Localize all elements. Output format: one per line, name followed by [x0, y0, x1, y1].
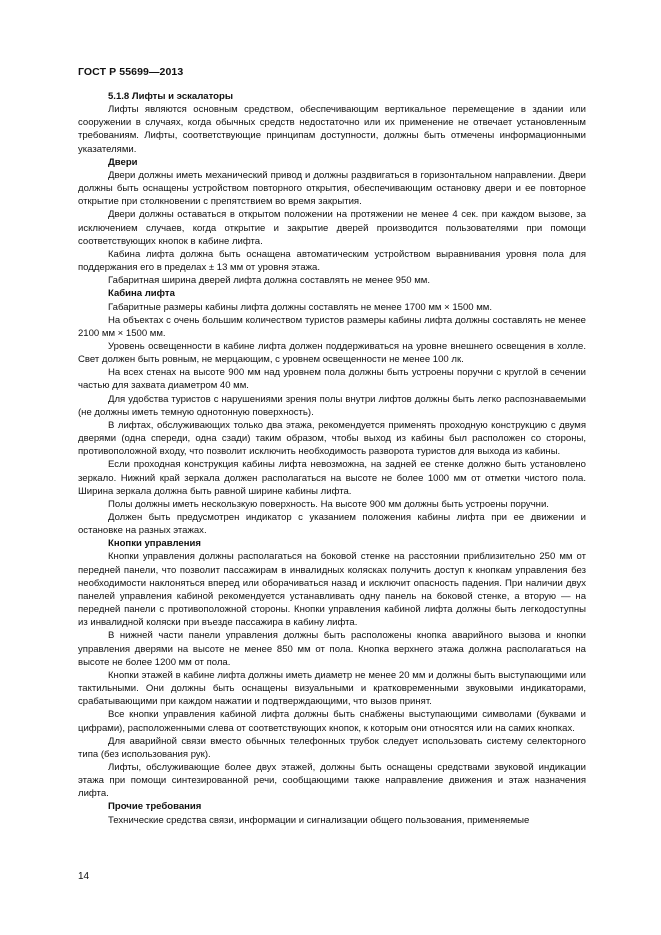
- standard-header: ГОСТ Р 55699—2013: [78, 66, 184, 78]
- paragraph: Уровень освещенности в кабине лифта должен поддерживаться на уровне внешнего освещения в холле. Свет должен быть ровным, не мерцающим, с уровнем освещенности не менее 100 лк.: [78, 340, 586, 366]
- section-title: 5.1.8 Лифты и эскалаторы: [108, 91, 233, 102]
- subheading-other: Прочие требования: [108, 801, 202, 813]
- document-body: [78, 90, 586, 827]
- paragraph: Технические средства связи, информации и сигнализации общего пользования, применяемые: [108, 814, 530, 826]
- paragraph: Кнопки этажей в кабине лифта должны иметь диаметр не менее 20 мм и должны быть выступающими или тактильными. Они должны быть оснащены визуальными и кратковременными звуковыми индикаторами, срабатывающими при каждом нажатии и подтверждающими, что вызов принят.: [78, 669, 586, 708]
- subheading-cabin: Кабина лифта: [108, 288, 175, 300]
- paragraph: В лифтах, обслуживающих только два этажа, рекомендуется применять проходную конструкцию с двумя дверями (одна спереди, одна сзади) таким образом, чтобы выход из кабины был расположен со стороны, противоположной входу, что позволит исключить необходимость разворота туристов для выхода из кабины.: [78, 419, 586, 458]
- paragraph: Полы должны иметь нескользкую поверхность. На высоте 900 мм должны быть устроены поручни.: [108, 498, 549, 510]
- paragraph: Двери должны оставаться в открытом положении на протяжении не менее 4 сек. при каждом вызове, за исключением случаев, когда открытие и закрытие дверей производится пользователями при помощи соответствующих кнопок в кабине лифта.: [78, 209, 586, 247]
- paragraph: На объектах с очень большим количеством туристов размеры кабины лифта должны составлять не менее 2100 мм × 1500 мм.: [78, 314, 586, 339]
- subheading-controls: Кнопки управления: [108, 538, 201, 550]
- paragraph: Габаритные размеры кабины лифта должны составлять не менее 1700 мм × 1500 мм.: [108, 301, 493, 313]
- paragraph: Для аварийной связи вместо обычных телефонных трубок следует использовать систему селекторного типа (без использования рук).: [78, 735, 586, 760]
- page-number: 14: [78, 871, 90, 882]
- subheading-doors: Двери: [108, 156, 138, 168]
- paragraph: На всех стенах на высоте 900 мм над уровнем пола должны быть устроены поручни с круглой в сечении частью для захвата диаметром 40 мм.: [78, 367, 586, 392]
- paragraph: Лифты, обслуживающие более двух этажей, должны быть оснащены средствами звуковой индикации этажа при помощи синтезированной речи, сообщающими также направление движения и этаж назначения лифта.: [78, 761, 586, 800]
- paragraph: Все кнопки управления кабиной лифта должны быть снабжены выступающими символами (буквами и цифрами), расположенными слева от соответствующих кнопок, к которым они относятся или на самих кнопках.: [78, 709, 586, 734]
- paragraph: Кнопки управления должны располагаться на боковой стенке на расстоянии приблизительно 250 мм от передней панели, что позволит пассажирам в инвалидных колясках получить доступ к кнопкам управления без необходимости наклоняться вперед или оборачиваться назад и исключит опасность падения. При наличии двух панелей управления кабиной рекомендуется устанавливать одну панель на боковой стенке, а вторую — на передней панели с противоположной стороны. Кнопки управления кабиной лифта должны быть легкодоступны из инвалидной коляски при въезде пассажира в кабину лифта.: [78, 551, 586, 629]
- paragraph: Лифты являются основным средством, обеспечивающим вертикальное перемещение в здании или сооружении в случаях, когда обычных средств недостаточно или их применение не отвечает установленным требованиям. Лифты, соответствующие принципам доступности, должны быть отмечены информационными указателями.: [78, 104, 586, 155]
- paragraph: Если проходная конструкция кабины лифта невозможна, на задней ее стенке должно быть установлено зеркало. Нижний край зеркала должен располагаться на высоте не более 1000 мм от отметки чистого пола. Ширина зеркала должна быть равной ширине кабины лифта.: [78, 459, 586, 497]
- paragraph: Кабина лифта должна быть оснащена автоматическим устройством выравнивания уровня пола для поддержания его в пределах ± 13 мм от уровня этажа.: [78, 248, 586, 274]
- paragraph: Должен быть предусмотрен индикатор с указанием положения кабины лифта при ее движении и остановке на разных этажах.: [78, 512, 586, 537]
- paragraph: В нижней части панели управления должны быть расположены кнопка аварийного вызова и кнопки управления дверями на высоте не менее 850 мм от пола. Кнопка верхнего этажа должна располагаться на высоте не более 1200 мм от пола.: [78, 630, 586, 668]
- paragraph: Для удобства туристов с нарушениями зрения полы внутри лифтов должны быть легко распознаваемыми (не должны иметь темную однотонную поверхность).: [78, 393, 586, 418]
- paragraph: Двери должны иметь механический привод и должны раздвигаться в горизонтальном направлении. Двери должны быть оснащены устройством повторного открытия, обеспечивающим остановку двери и ее повторное открытие при столкновении с препятствием во время закрытия.: [78, 169, 586, 208]
- paragraph: Габаритная ширина дверей лифта должна составлять не менее 950 мм.: [108, 275, 431, 287]
